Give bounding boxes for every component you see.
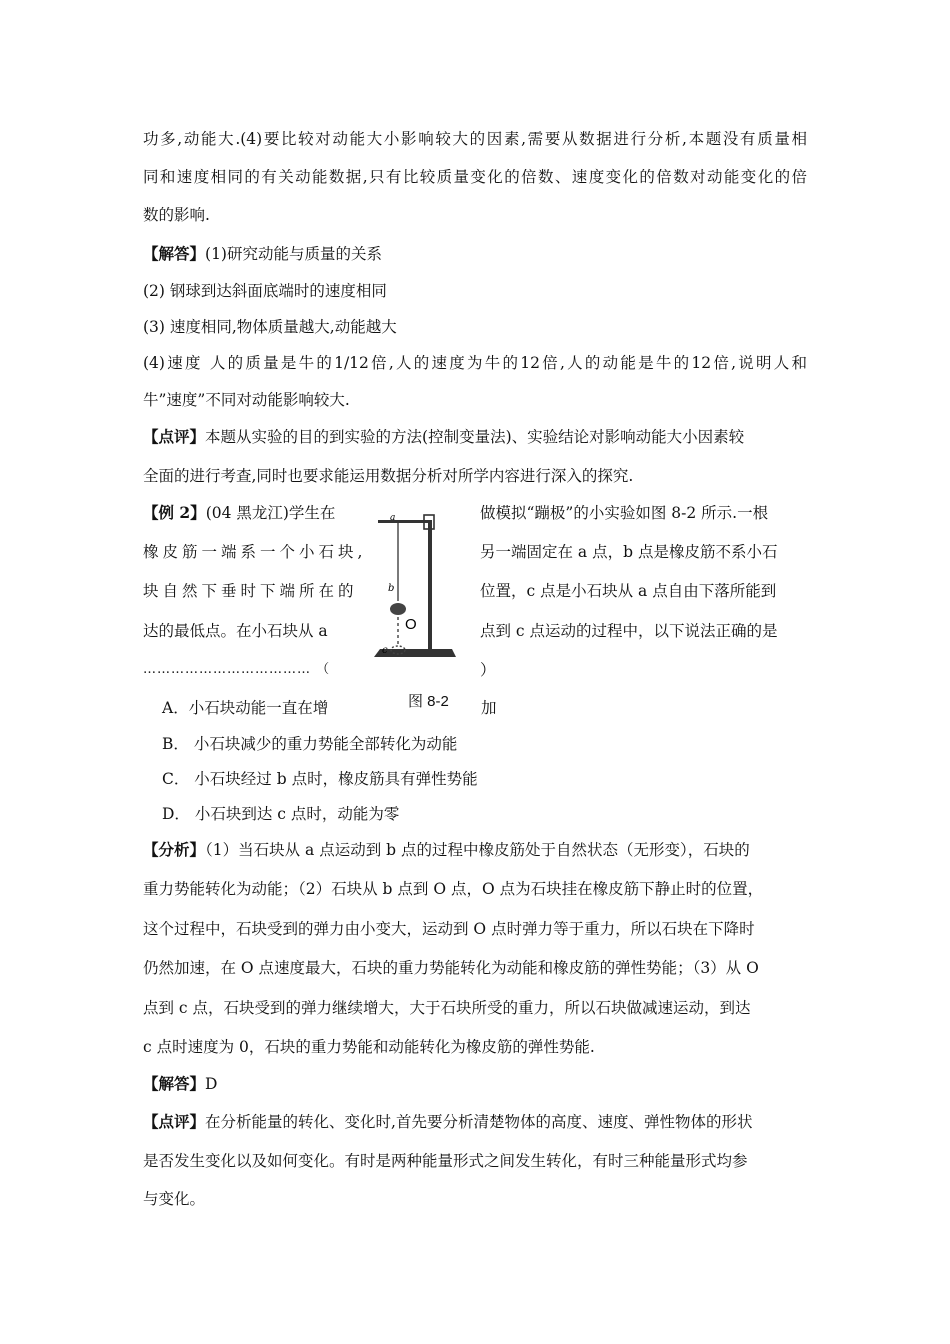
answer-item: (2) 钢球到达斜面底端时的速度相同 (143, 282, 387, 300)
text-line: 另一端固定在 a 点，b 点是橡皮筋不系小石 (480, 543, 778, 561)
bungee-apparatus-figure (368, 505, 468, 680)
analysis-text: （1）当石块从 a 点运动到 b 点的过程中橡皮筋处于自然状态（无形变），石块的 (205, 841, 750, 859)
text-line: 功多,动能大.(4)要比较对动能大小影响较大的因素,需要从数据进行分析,本题没有质量相 (143, 130, 807, 148)
answer-value: D (205, 1075, 218, 1093)
comment-2 (143, 1111, 752, 1133)
answer-tag: 【解答】 (143, 1074, 206, 1093)
answer-item: 牛”速度”不同对动能影响较大. (143, 391, 350, 409)
text-line: 与变化。 (143, 1190, 206, 1208)
option-a: A．小石块动能一直在增 (162, 699, 329, 717)
stone (390, 603, 406, 615)
comment-tag: 【点评】 (143, 1112, 206, 1131)
answer-item: (3) 速度相同,物体质量越大,动能越大 (143, 318, 397, 336)
option-b: B． 小石块减少的重力势能全部转化为动能 (162, 735, 458, 753)
text-line: 做模拟“蹦极”的小实验如图 8-2 所示.一根 (480, 504, 769, 522)
label-o: O (405, 616, 417, 633)
text-line: 重力势能转化为动能；（2）石块从 b 点到 O 点，O 点为石块挂在橡皮筋下静止时的位置， (143, 880, 764, 898)
text-line: ） (480, 661, 496, 679)
text-line: 仍然加速，在 O 点速度最大，石块的重力势能转化为动能和橡皮筋的弹性势能；（3）从 O (143, 959, 759, 977)
label-b: b (388, 583, 395, 594)
text-line: 点到 c 点运动的过程中，以下说法正确的是 (480, 622, 778, 640)
answer-1 (143, 243, 382, 265)
text-line: 数的影响. (143, 206, 210, 224)
example-text: (04 黑龙江)学生在 (205, 504, 336, 522)
dotted-leader: ……………………………… （ (143, 662, 331, 677)
text-line: 全面的进行考查,同时也要求能运用数据分析对所学内容进行深入的探究. (143, 467, 634, 485)
comment-text: 在分析能量的转化、变化时,首先要分析清楚物体的高度、速度、弹性物体的形状 (205, 1113, 753, 1131)
option-d: D． 小石块到达 c 点时，动能为零 (162, 805, 400, 823)
answer-2 (143, 1073, 217, 1095)
text-line: 同和速度相同的有关动能数据,只有比较质量变化的倍数、速度变化的倍数对动能变化的倍 (143, 168, 807, 186)
analysis-2 (143, 839, 750, 861)
text-line: 是否发生变化以及如何变化。有时是两种能量形式之间发生转化，有时三种能量形式均参 (143, 1152, 748, 1170)
example-2-left (143, 502, 335, 524)
text-line: 点到 c 点，石块受到的弹力继续增大，大于石块所受的重力，所以石块做减速运动，到达 (143, 999, 751, 1017)
answer-tag: 【解答】 (143, 244, 206, 263)
option-a-continued: 加 (481, 699, 497, 717)
label-c: c (382, 645, 388, 656)
comment-text: 本题从实验的目的到实验的方法(控制变量法)、实验结论对影响动能大小因素较 (205, 428, 745, 446)
stand-pole (428, 521, 432, 651)
text-line: 这个过程中，石块受到的弹力由小变大，运动到 O 点时弹力等于重力，所以石块在下降时 (143, 920, 755, 938)
text-line: 位置，c 点是小石块从 a 点自由下落所能到 (480, 582, 777, 600)
option-c: C． 小石块经过 b 点时，橡皮筋具有弹性势能 (162, 770, 478, 788)
example-tag: 【例 2】 (143, 503, 206, 522)
text-line: 达的最低点。在小石块从 a (143, 622, 328, 640)
label-a: a (390, 513, 396, 523)
text-line: c 点时速度为 0，石块的重力势能和动能转化为橡皮筋的弹性势能. (143, 1038, 595, 1056)
comment-tag: 【点评】 (143, 427, 206, 446)
answer-item: (1)研究动能与质量的关系 (205, 245, 382, 263)
comment-1 (143, 426, 744, 448)
figure-caption: 图 8-2 (408, 693, 449, 710)
text-line: 块自然下垂时下端所在的 (143, 582, 358, 600)
answer-item: (4)速度 人的质量是牛的1/12倍,人的速度为牛的12倍,人的动能是牛的12倍,说明人和 (143, 354, 807, 372)
text-line: 橡皮筋一端系一个小石块, (143, 543, 367, 561)
analysis-tag: 【分析】 (143, 840, 206, 859)
